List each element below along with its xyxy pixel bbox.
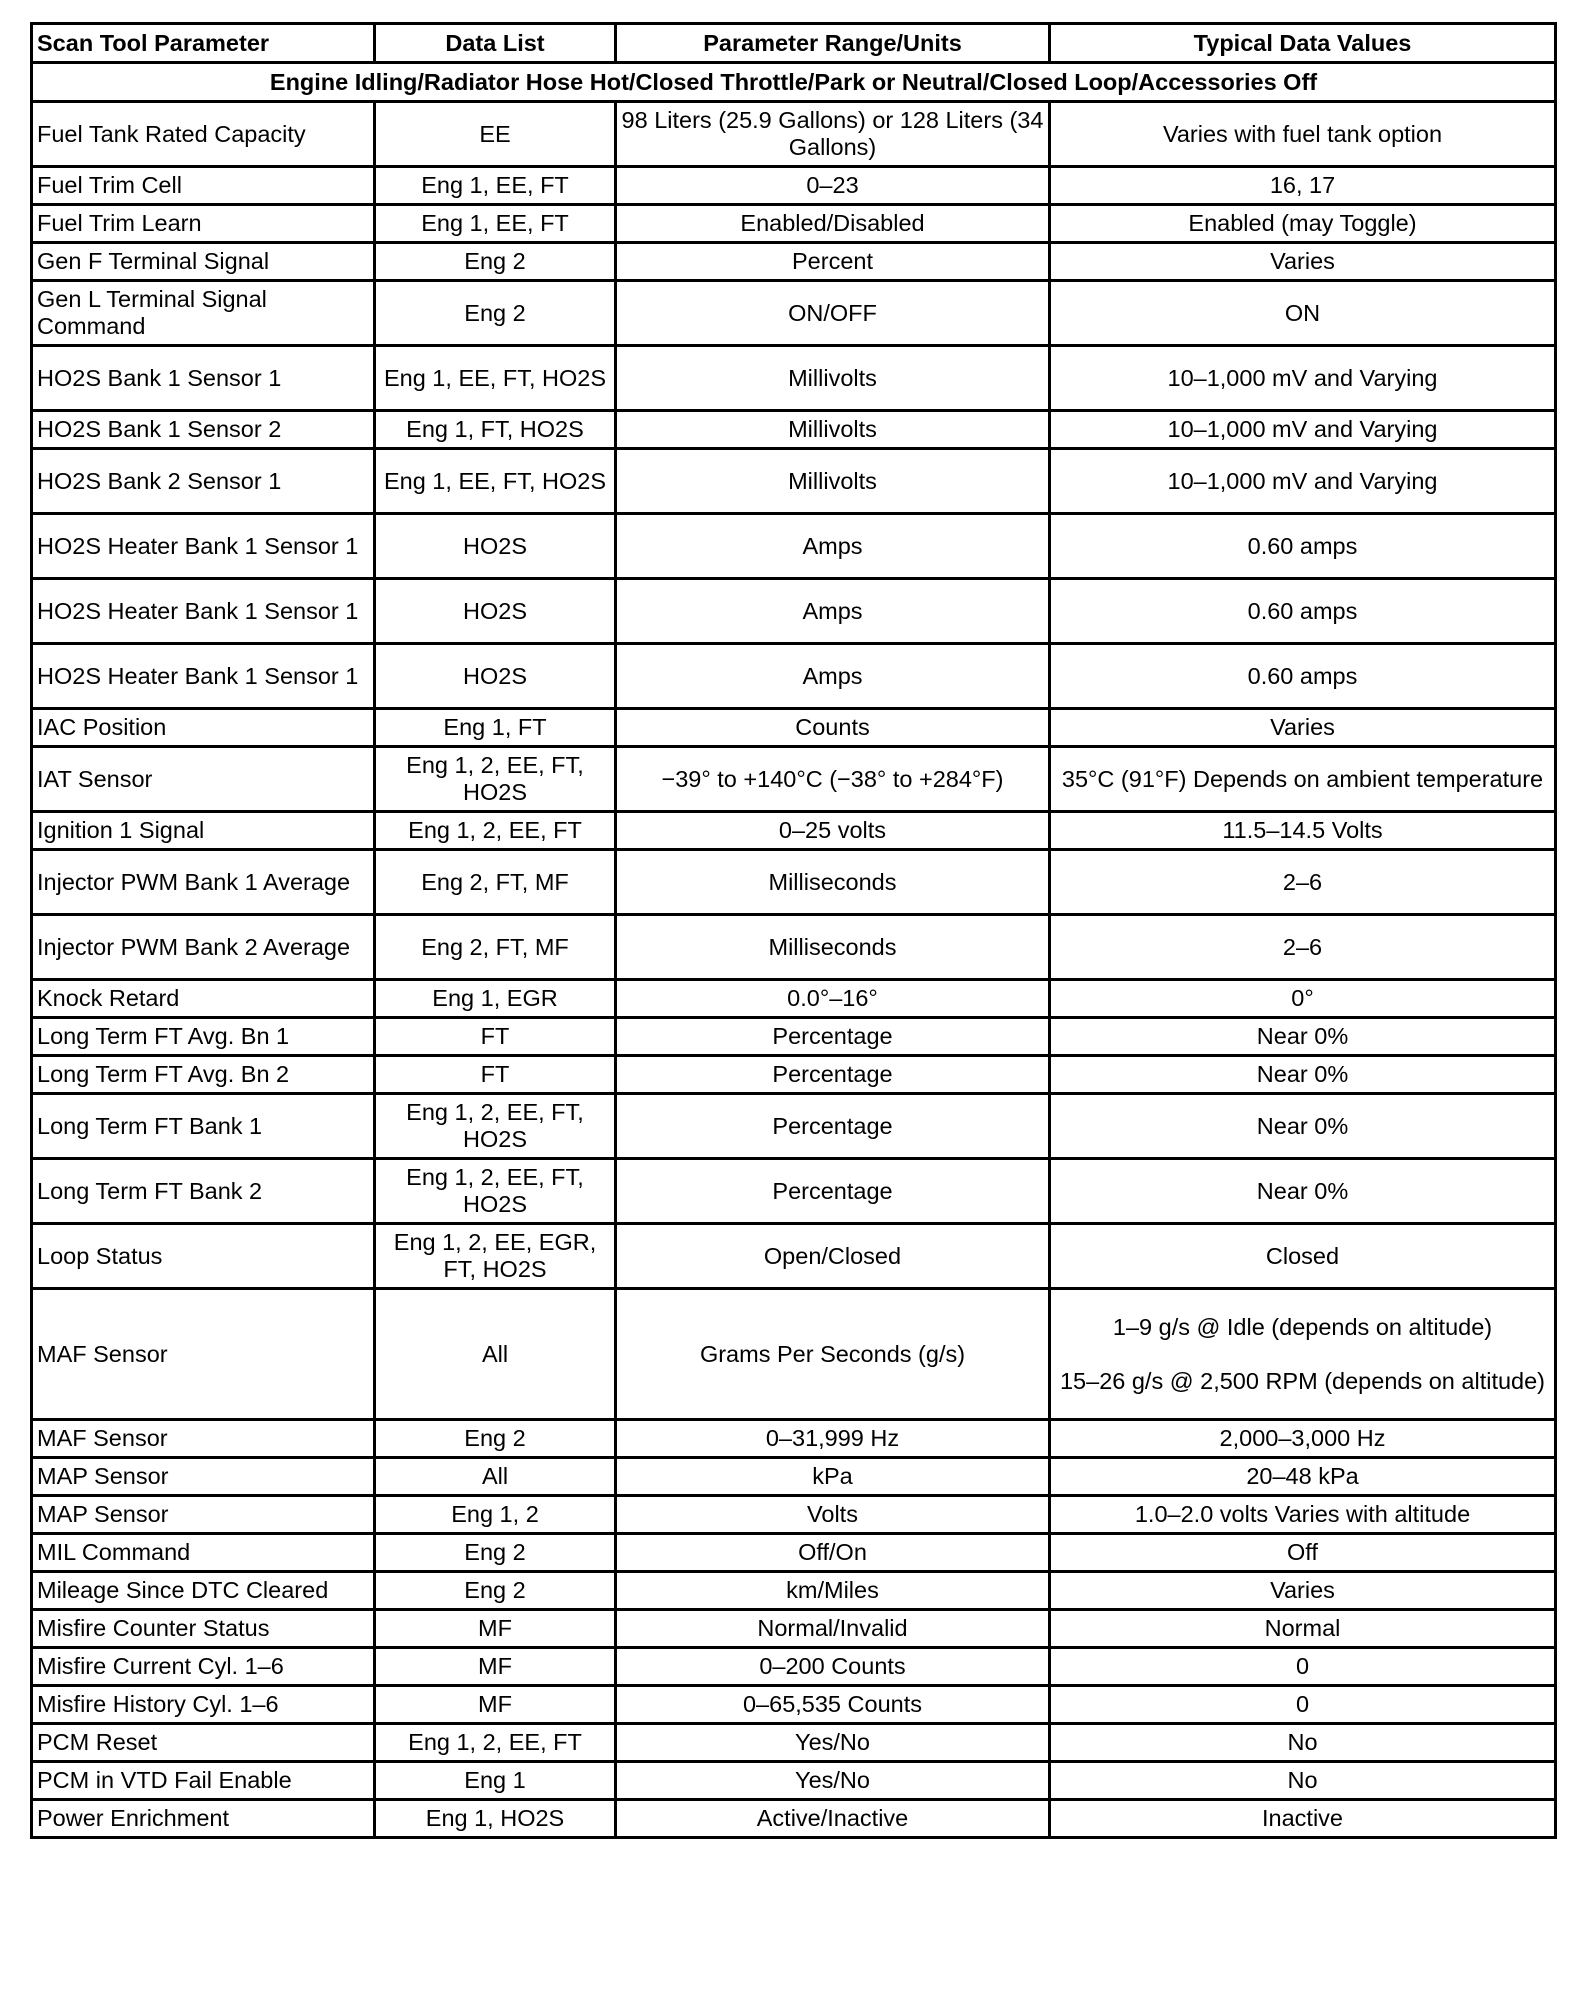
typical-cell: 0.60 amps — [1050, 514, 1556, 579]
range-cell: 0–23 — [616, 167, 1050, 205]
table-row — [32, 915, 1556, 980]
typical-cell: Near 0% — [1050, 1018, 1556, 1056]
data-list-cell: HO2S — [375, 579, 616, 644]
typical-cell: ON — [1050, 281, 1556, 346]
param-cell: HO2S Bank 1 Sensor 1 — [32, 346, 375, 411]
table-row — [32, 1159, 1556, 1224]
range-cell: Volts — [616, 1496, 1050, 1534]
range-cell: Enabled/Disabled — [616, 205, 1050, 243]
param-cell: HO2S Bank 2 Sensor 1 — [32, 449, 375, 514]
table-row — [32, 1094, 1556, 1159]
param-cell: IAT Sensor — [32, 747, 375, 812]
data-list-cell: Eng 1, EE, FT — [375, 167, 616, 205]
param-cell: MAP Sensor — [32, 1496, 375, 1534]
param-cell: Mileage Since DTC Cleared — [32, 1572, 375, 1610]
range-cell: Millivolts — [616, 411, 1050, 449]
table-row — [32, 411, 1556, 449]
typical-cell: Normal — [1050, 1610, 1556, 1648]
table-row — [32, 449, 1556, 514]
data-list-cell: Eng 1 — [375, 1762, 616, 1800]
data-list-cell: Eng 2 — [375, 1534, 616, 1572]
table-row — [32, 1458, 1556, 1496]
param-cell: MAF Sensor — [32, 1289, 375, 1420]
param-cell: Long Term FT Avg. Bn 2 — [32, 1056, 375, 1094]
param-cell: Ignition 1 Signal — [32, 812, 375, 850]
table-row — [32, 514, 1556, 579]
data-list-cell: FT — [375, 1018, 616, 1056]
param-cell: HO2S Heater Bank 1 Sensor 1 — [32, 644, 375, 709]
data-list-cell: Eng 1, FT, HO2S — [375, 411, 616, 449]
param-cell: MAF Sensor — [32, 1420, 375, 1458]
data-list-cell: HO2S — [375, 644, 616, 709]
param-cell: Gen F Terminal Signal — [32, 243, 375, 281]
typical-cell: Near 0% — [1050, 1094, 1556, 1159]
param-cell: Injector PWM Bank 1 Average — [32, 850, 375, 915]
condition-row — [32, 63, 1556, 102]
data-list-cell: Eng 2 — [375, 243, 616, 281]
typical-cell: 1.0–2.0 volts Varies with altitude — [1050, 1496, 1556, 1534]
range-cell: km/Miles — [616, 1572, 1050, 1610]
scan-tool-data-table — [30, 22, 1557, 1839]
data-list-cell: Eng 1, 2, EE, FT, HO2S — [375, 1159, 616, 1224]
header-row — [32, 24, 1556, 63]
range-cell: Off/On — [616, 1534, 1050, 1572]
header-param: Scan Tool Parameter — [32, 24, 375, 63]
range-cell: 0–25 volts — [616, 812, 1050, 850]
typical-cell: 11.5–14.5 Volts — [1050, 812, 1556, 850]
range-cell: 98 Liters (25.9 Gallons) or 128 Liters (34 Gallons) — [616, 102, 1050, 167]
table-row — [32, 1056, 1556, 1094]
typical-cell: 2–6 — [1050, 850, 1556, 915]
data-list-cell: All — [375, 1289, 616, 1420]
typical-line: 15–26 g/s @ 2,500 RPM (depends on altitude) — [1059, 1367, 1546, 1394]
table-row — [32, 1496, 1556, 1534]
range-cell: 0–65,535 Counts — [616, 1686, 1050, 1724]
range-cell: Yes/No — [616, 1724, 1050, 1762]
param-cell: Long Term FT Bank 1 — [32, 1094, 375, 1159]
typical-cell: 2–6 — [1050, 915, 1556, 980]
table-row — [32, 1686, 1556, 1724]
param-cell: Loop Status — [32, 1224, 375, 1289]
param-cell: IAC Position — [32, 709, 375, 747]
typical-cell: Varies with fuel tank option — [1050, 102, 1556, 167]
typical-cell: 10–1,000 mV and Varying — [1050, 411, 1556, 449]
data-list-cell: Eng 2 — [375, 281, 616, 346]
typical-cell: 0 — [1050, 1648, 1556, 1686]
table-row — [32, 1648, 1556, 1686]
data-list-cell: All — [375, 1458, 616, 1496]
param-cell: Power Enrichment — [32, 1800, 375, 1838]
typical-cell: Off — [1050, 1534, 1556, 1572]
param-cell: Knock Retard — [32, 980, 375, 1018]
data-list-cell: Eng 1, 2, EE, FT — [375, 1724, 616, 1762]
range-cell: ON/OFF — [616, 281, 1050, 346]
range-cell: Percentage — [616, 1094, 1050, 1159]
typical-cell: 20–48 kPa — [1050, 1458, 1556, 1496]
data-list-cell: Eng 1, EE, FT — [375, 205, 616, 243]
typical-cell: 10–1,000 mV and Varying — [1050, 346, 1556, 411]
table-row — [32, 1724, 1556, 1762]
table-row — [32, 579, 1556, 644]
data-list-cell: Eng 2, FT, MF — [375, 850, 616, 915]
param-cell: Long Term FT Bank 2 — [32, 1159, 375, 1224]
data-list-cell: Eng 1, EE, FT, HO2S — [375, 449, 616, 514]
table-row — [32, 281, 1556, 346]
range-cell: Milliseconds — [616, 850, 1050, 915]
table-row — [32, 850, 1556, 915]
typical-cell: 2,000–3,000 Hz — [1050, 1420, 1556, 1458]
range-cell: Millivolts — [616, 449, 1050, 514]
range-cell: Amps — [616, 579, 1050, 644]
range-cell: −39° to +140°C (−38° to +284°F) — [616, 747, 1050, 812]
table-row — [32, 1572, 1556, 1610]
range-cell: 0.0°–16° — [616, 980, 1050, 1018]
typical-cell: Varies — [1050, 709, 1556, 747]
typical-cell: Near 0% — [1050, 1159, 1556, 1224]
data-list-cell: EE — [375, 102, 616, 167]
data-list-cell: Eng 1, EE, FT, HO2S — [375, 346, 616, 411]
typical-cell: Enabled (may Toggle) — [1050, 205, 1556, 243]
header-typical: Typical Data Values — [1050, 24, 1556, 63]
header-range: Parameter Range/Units — [616, 24, 1050, 63]
range-cell: Millivolts — [616, 346, 1050, 411]
range-cell: 0–200 Counts — [616, 1648, 1050, 1686]
range-cell: Active/Inactive — [616, 1800, 1050, 1838]
data-list-cell: Eng 1, 2, EE, FT — [375, 812, 616, 850]
range-cell: kPa — [616, 1458, 1050, 1496]
header-data-list: Data List — [375, 24, 616, 63]
range-cell: Percentage — [616, 1018, 1050, 1056]
typical-cell: 10–1,000 mV and Varying — [1050, 449, 1556, 514]
param-cell: PCM in VTD Fail Enable — [32, 1762, 375, 1800]
table-row — [32, 980, 1556, 1018]
typical-cell: Near 0% — [1050, 1056, 1556, 1094]
data-list-cell: Eng 1, 2, EE, FT, HO2S — [375, 1094, 616, 1159]
typical-cell: Varies — [1050, 1572, 1556, 1610]
param-cell: Injector PWM Bank 2 Average — [32, 915, 375, 980]
range-cell: Open/Closed — [616, 1224, 1050, 1289]
data-list-cell: Eng 1, EGR — [375, 980, 616, 1018]
data-list-cell: Eng 1, 2 — [375, 1496, 616, 1534]
param-cell: Misfire History Cyl. 1–6 — [32, 1686, 375, 1724]
data-list-cell: MF — [375, 1648, 616, 1686]
typical-cell: Varies — [1050, 243, 1556, 281]
data-list-cell: Eng 1, 2, EE, FT, HO2S — [375, 747, 616, 812]
data-list-cell: Eng 2, FT, MF — [375, 915, 616, 980]
data-list-cell: Eng 2 — [375, 1420, 616, 1458]
table-row — [32, 205, 1556, 243]
table-row — [32, 1018, 1556, 1056]
param-cell: PCM Reset — [32, 1724, 375, 1762]
table-row — [32, 1224, 1556, 1289]
param-cell: HO2S Bank 1 Sensor 2 — [32, 411, 375, 449]
param-cell: Misfire Current Cyl. 1–6 — [32, 1648, 375, 1686]
table-row — [32, 167, 1556, 205]
table-row — [32, 812, 1556, 850]
param-cell: MAP Sensor — [32, 1458, 375, 1496]
param-cell: HO2S Heater Bank 1 Sensor 1 — [32, 579, 375, 644]
typical-cell: Closed — [1050, 1224, 1556, 1289]
table-row — [32, 644, 1556, 709]
data-list-cell: Eng 1, FT — [375, 709, 616, 747]
data-list-cell: Eng 1, 2, EE, EGR, FT, HO2S — [375, 1224, 616, 1289]
data-list-cell: Eng 1, HO2S — [375, 1800, 616, 1838]
range-cell: Milliseconds — [616, 915, 1050, 980]
typical-cell: 0° — [1050, 980, 1556, 1018]
data-list-cell: Eng 2 — [375, 1572, 616, 1610]
table-row — [32, 1534, 1556, 1572]
table-row — [32, 1800, 1556, 1838]
typical-cell: No — [1050, 1724, 1556, 1762]
table-row — [32, 747, 1556, 812]
range-cell: Percent — [616, 243, 1050, 281]
table-row — [32, 709, 1556, 747]
typical-line: 1–9 g/s @ Idle (depends on altitude) — [1112, 1313, 1493, 1340]
param-cell: Fuel Trim Cell — [32, 167, 375, 205]
range-cell: Percentage — [616, 1159, 1050, 1224]
data-list-cell: MF — [375, 1686, 616, 1724]
typical-cell: 0.60 amps — [1050, 579, 1556, 644]
typical-cell: 35°C (91°F) Depends on ambient temperature — [1050, 747, 1556, 812]
range-cell: Grams Per Seconds (g/s) — [616, 1289, 1050, 1420]
range-cell: Counts — [616, 709, 1050, 747]
table-row — [32, 1289, 1556, 1420]
range-cell: Amps — [616, 644, 1050, 709]
range-cell: 0–31,999 Hz — [616, 1420, 1050, 1458]
condition-text: Engine Idling/Radiator Hose Hot/Closed Throttle/Park or Neutral/Closed Loop/Accessories Off — [32, 63, 1556, 102]
typical-cell: Inactive — [1050, 1800, 1556, 1838]
typical-cell: 0 — [1050, 1686, 1556, 1724]
table-row — [32, 1420, 1556, 1458]
param-cell: Long Term FT Avg. Bn 1 — [32, 1018, 375, 1056]
data-list-cell: HO2S — [375, 514, 616, 579]
param-cell: HO2S Heater Bank 1 Sensor 1 — [32, 514, 375, 579]
typical-cell: 0.60 amps — [1050, 644, 1556, 709]
param-cell: Fuel Tank Rated Capacity — [32, 102, 375, 167]
typical-cell — [1050, 1289, 1556, 1420]
table-row — [32, 1762, 1556, 1800]
data-list-cell: FT — [375, 1056, 616, 1094]
param-cell: Misfire Counter Status — [32, 1610, 375, 1648]
data-list-cell: MF — [375, 1610, 616, 1648]
table-row — [32, 1610, 1556, 1648]
table-row — [32, 346, 1556, 411]
table-row — [32, 102, 1556, 167]
range-cell: Amps — [616, 514, 1050, 579]
param-cell: MIL Command — [32, 1534, 375, 1572]
range-cell: Yes/No — [616, 1762, 1050, 1800]
table-row — [32, 243, 1556, 281]
typical-cell: 16, 17 — [1050, 167, 1556, 205]
param-cell: Fuel Trim Learn — [32, 205, 375, 243]
range-cell: Normal/Invalid — [616, 1610, 1050, 1648]
typical-cell: No — [1050, 1762, 1556, 1800]
param-cell: Gen L Terminal Signal Command — [32, 281, 375, 346]
range-cell: Percentage — [616, 1056, 1050, 1094]
